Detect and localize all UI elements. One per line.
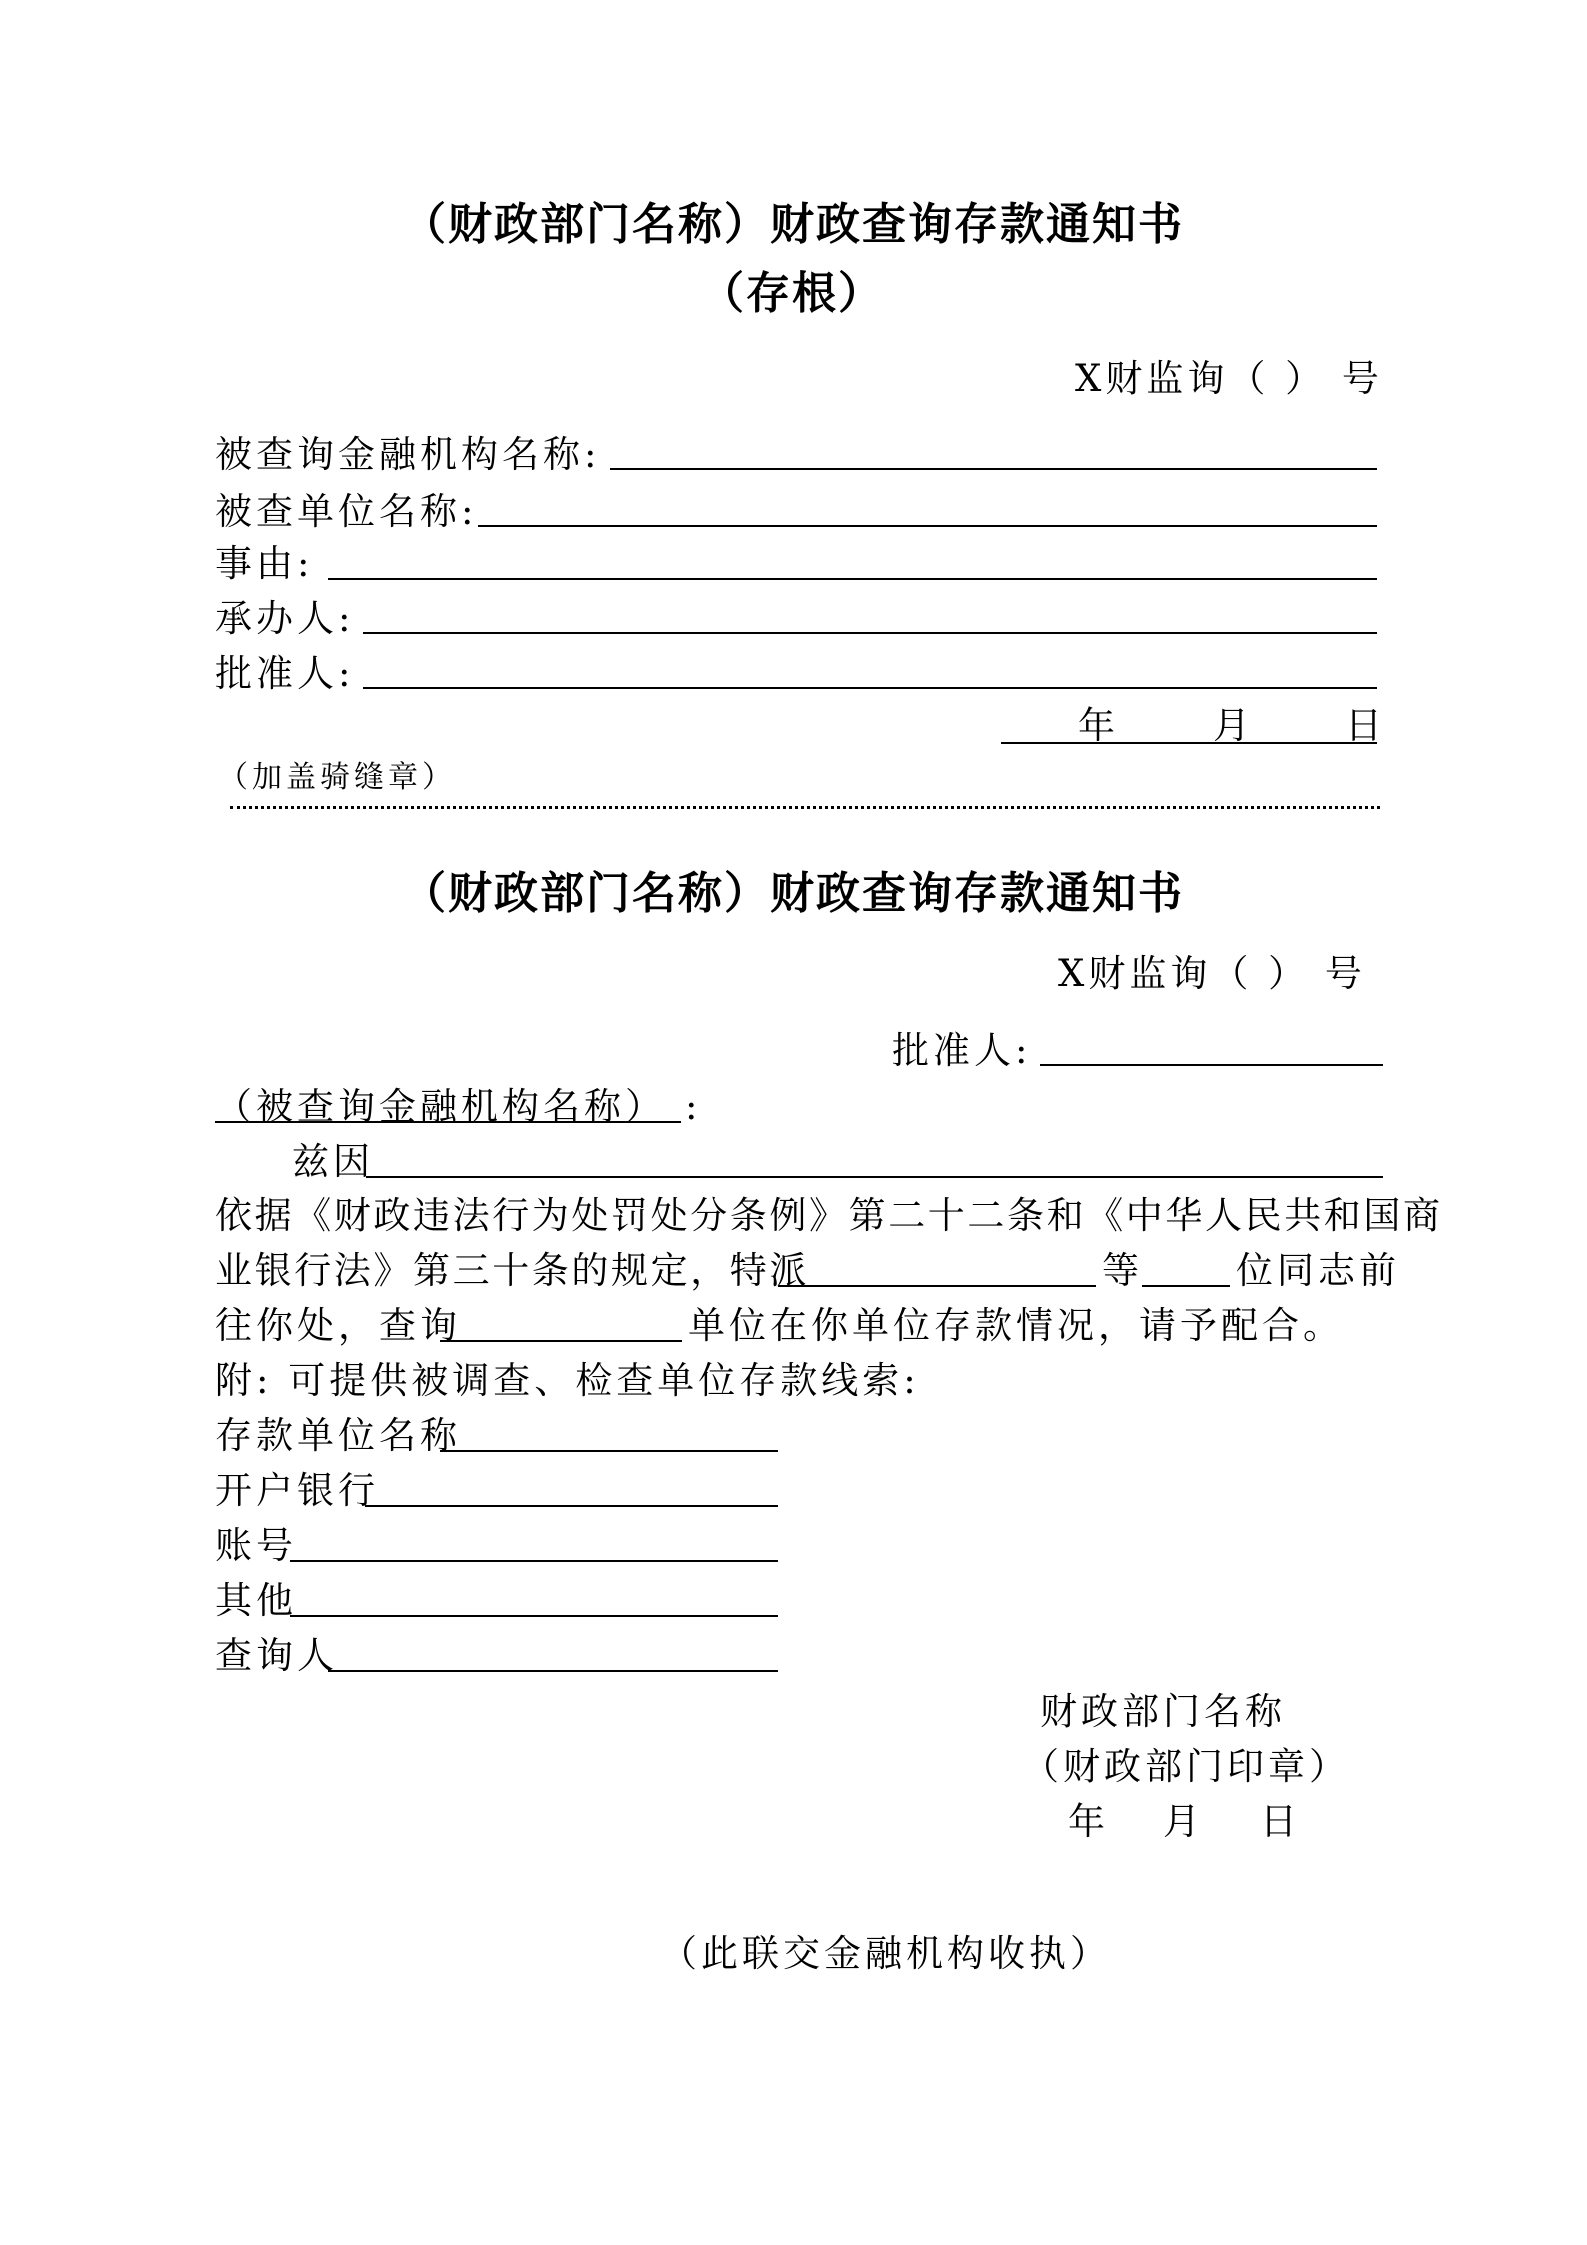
perforation-line <box>230 806 1380 809</box>
stub-title: （财政部门名称）财政查询存款通知书 <box>402 199 1184 250</box>
footer-note: （此联交金融机构收执） <box>660 1932 1111 1975</box>
stub-date-year: 年 <box>1078 704 1119 747</box>
notice-body-reason-label: 兹因 <box>292 1140 374 1183</box>
notice-title: （财政部门名称）财政查询存款通知书 <box>402 868 1184 919</box>
clue-bank-label: 开户银行 <box>215 1469 379 1512</box>
notice-body-line-3a: 业银行法》第三十条的规定，特派 <box>215 1249 809 1292</box>
signature-seal: （财政部门印章） <box>1022 1745 1350 1788</box>
notice-body-line-3c: 位同志前 <box>1236 1249 1400 1292</box>
stub-approver-line[interactable] <box>363 687 1377 689</box>
stub-subtitle: （存根） <box>700 268 884 319</box>
notice-body-line-3b: 等 <box>1102 1249 1143 1292</box>
notice-dispatched-names-line[interactable] <box>778 1285 1096 1287</box>
stub-unit-line[interactable] <box>478 525 1377 527</box>
clue-depositor-line[interactable] <box>440 1450 778 1452</box>
notice-reason-line[interactable] <box>366 1176 1383 1178</box>
stub-date-day: 日 <box>1345 704 1386 747</box>
notice-addressee-underline <box>215 1121 681 1123</box>
clue-account-label: 账号 <box>215 1524 297 1567</box>
clue-other-line[interactable] <box>290 1615 778 1617</box>
stub-unit-label: 被查单位名称: <box>215 490 478 533</box>
clue-inquirer-line[interactable] <box>328 1670 778 1672</box>
stub-reason-line[interactable] <box>328 578 1377 580</box>
stub-handler-line[interactable] <box>363 632 1377 634</box>
stub-doc-number: X财监询（ ） 号 <box>1075 357 1383 400</box>
notice-queried-unit-line[interactable] <box>440 1340 682 1342</box>
notice-body-line-4a: 往你处，查询 <box>215 1304 461 1347</box>
clue-other-label: 其他 <box>215 1579 297 1622</box>
stub-reason-label: 事由: <box>215 542 314 585</box>
stub-approver-label: 批准人: <box>215 652 355 695</box>
stub-seal-note: （加盖骑缝章） <box>218 760 456 795</box>
clue-account-line[interactable] <box>290 1560 778 1562</box>
notice-attachment-label: 附: 可提供被调查、检查单位存款线索: <box>215 1359 920 1402</box>
signature-year: 年 <box>1068 1800 1109 1843</box>
stub-institution-line[interactable] <box>610 468 1377 470</box>
stub-institution-label: 被查询金融机构名称: <box>215 433 601 476</box>
stub-date-line <box>1001 742 1377 744</box>
notice-addressee-colon: : <box>685 1085 702 1128</box>
clue-bank-line[interactable] <box>365 1505 778 1507</box>
notice-body-line-4b: 单位在你单位存款情况，请予配合。 <box>688 1304 1344 1347</box>
notice-body-line-2: 依据《财政违法行为处罚处分条例》第二十二条和《中华人民共和国商 <box>215 1194 1443 1237</box>
signature-day: 日 <box>1260 1800 1301 1843</box>
clue-inquirer-label: 查询人 <box>215 1634 338 1677</box>
notice-addressee: （被查询金融机构名称） <box>215 1085 666 1128</box>
stub-handler-label: 承办人: <box>215 597 355 640</box>
notice-person-count-line[interactable] <box>1142 1285 1230 1287</box>
signature-month: 月 <box>1163 1800 1204 1843</box>
stub-date-month: 月 <box>1213 704 1254 747</box>
notice-doc-number: X财监询（ ） 号 <box>1058 952 1366 995</box>
notice-approver-line[interactable] <box>1040 1064 1383 1066</box>
clue-depositor-label: 存款单位名称 <box>215 1414 461 1457</box>
notice-approver-label: 批准人: <box>892 1029 1032 1072</box>
signature-dept: 财政部门名称 <box>1040 1690 1286 1733</box>
